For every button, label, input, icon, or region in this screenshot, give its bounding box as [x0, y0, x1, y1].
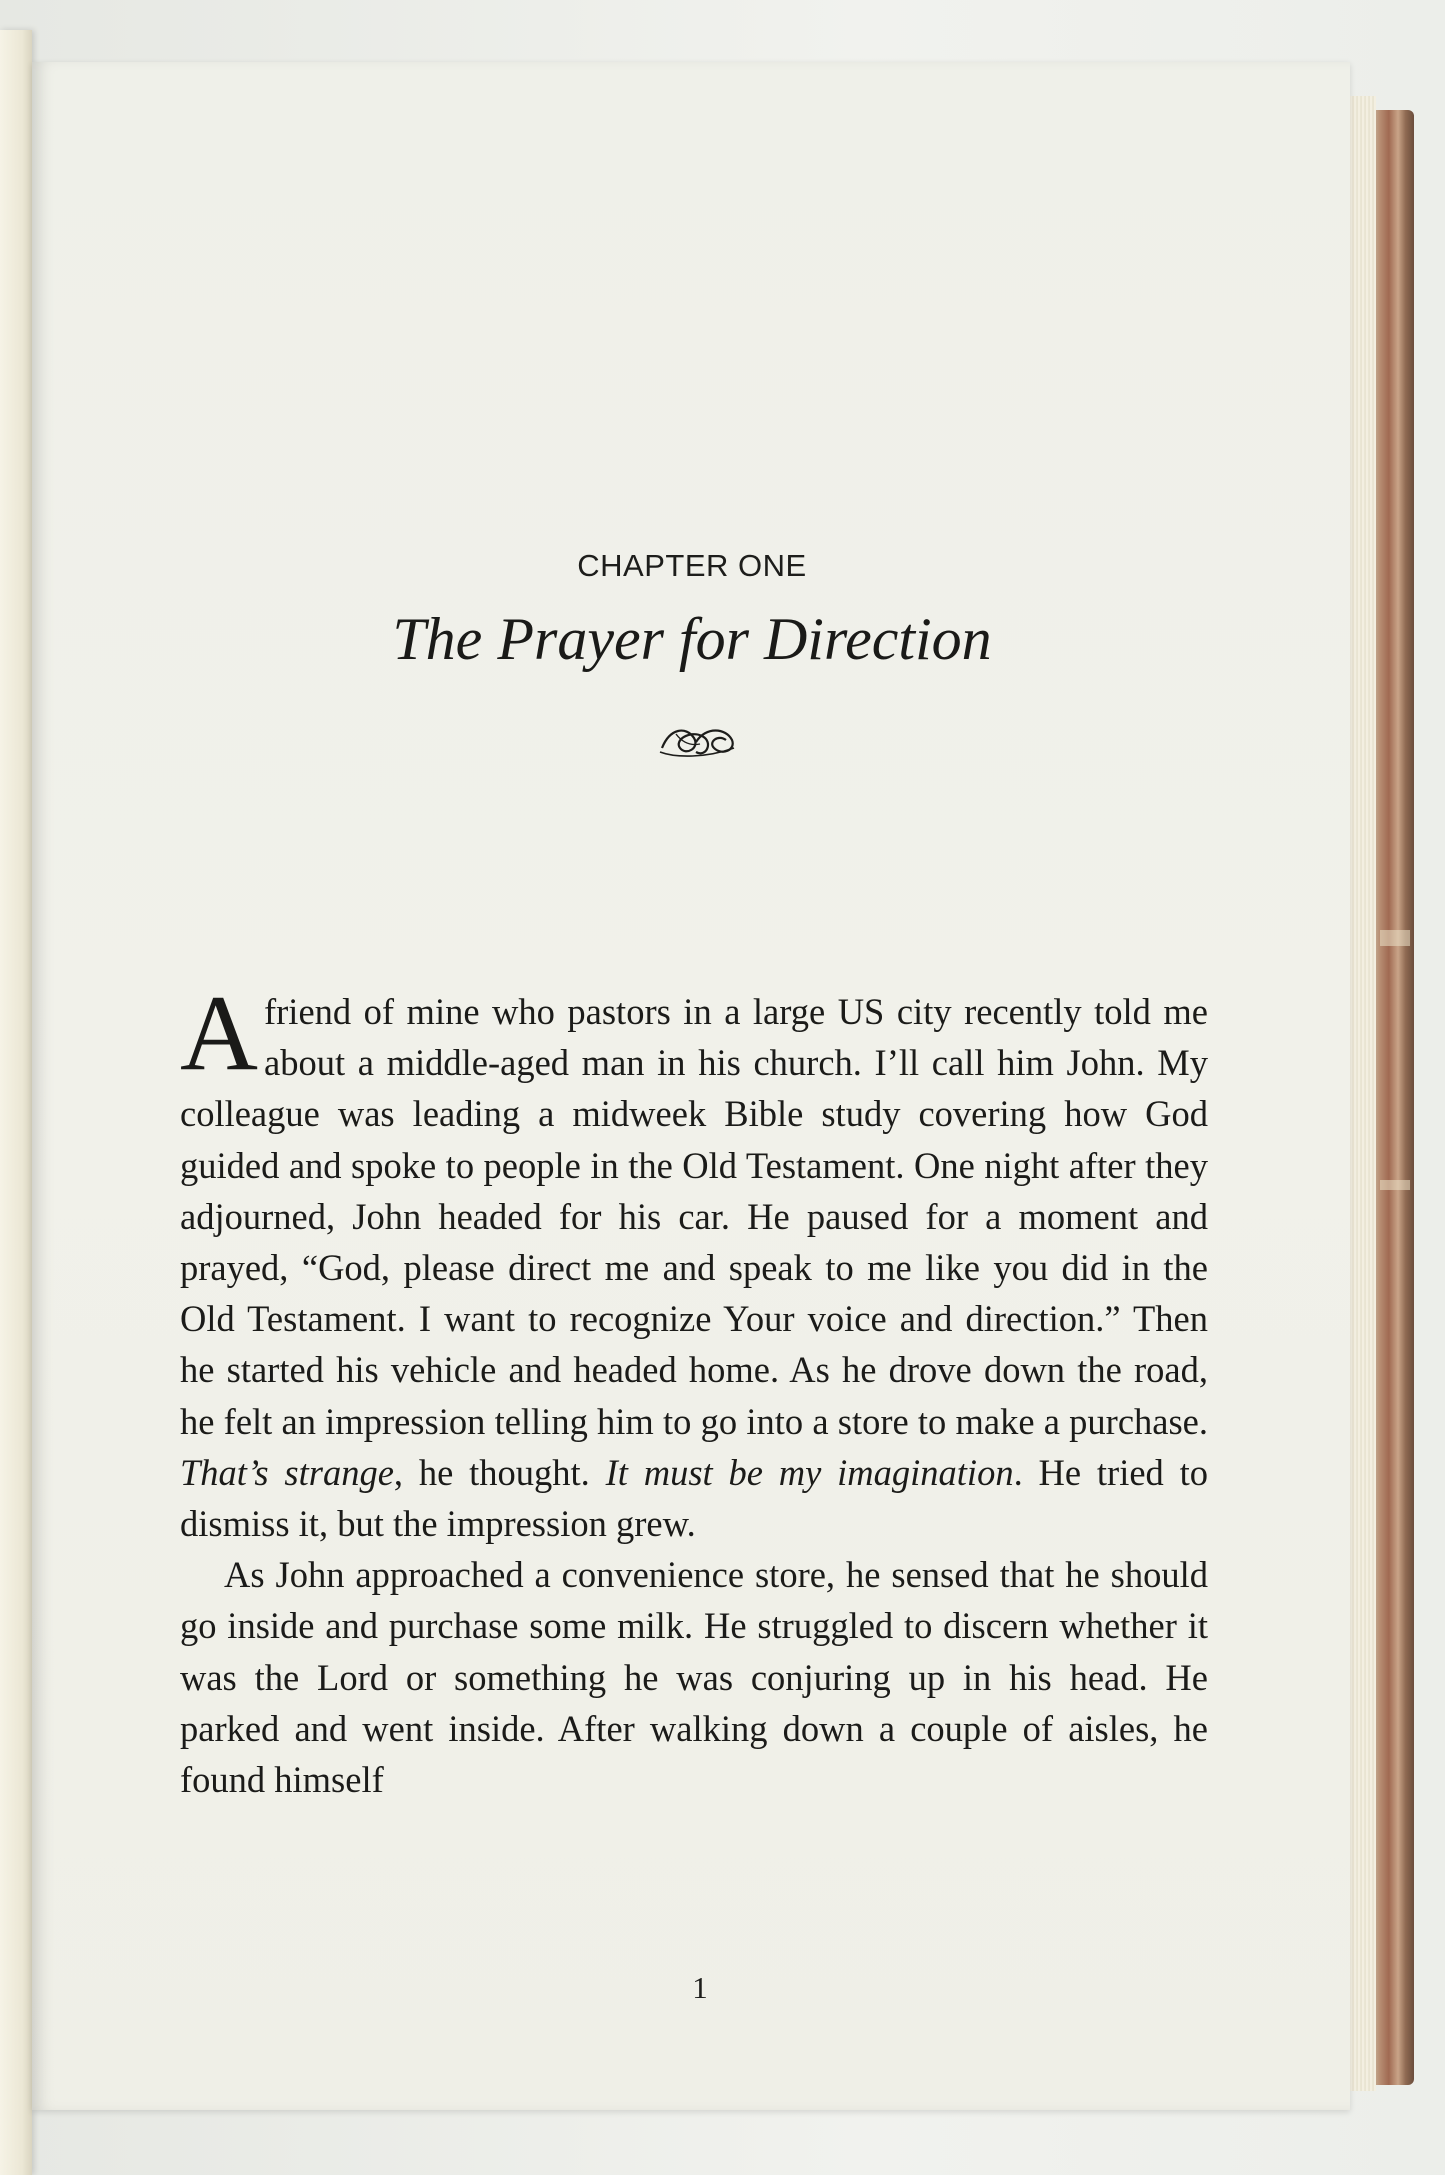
- paragraph-1-text-mid: , he thought.: [393, 1451, 606, 1493]
- italic-phrase-2: It must be my imagination: [605, 1451, 1014, 1493]
- drop-cap: A: [180, 974, 258, 1093]
- paragraph-2: As John approached a convenience store, he sensed that he should go inside and purchase some milk. He struggled to discern whether it was the Lord or something he was conjuring up in his head. He parked and went inside. After walking down a couple of aisles, he found himself: [180, 1554, 1208, 1801]
- chapter-label: CHAPTER ONE: [577, 548, 807, 583]
- paragraph-1-text-end: . He tried to dismiss it, but the impression grew.: [180, 1451, 1208, 1545]
- flourish-ornament-icon: [656, 718, 738, 762]
- chapter-title: The Prayer for Direction: [392, 606, 992, 672]
- cover-band: [1380, 1180, 1410, 1190]
- page-stack-edge: [1346, 96, 1376, 2091]
- paragraph-1: [180, 974, 1208, 1549]
- paragraph-1-text: friend of mine who pastors in a large US city recently told me about a middle-aged man in his church. I’ll call him John. My colleague was leading a midweek Bible study covering how God guided and spoke to people in the Old Testament. One night after they adjourned, John headed for his car. He paused for a moment and prayed, “God, please direct me and speak to me like you did in the Old Testament. I want to recognize Your voice and direction.” Then he started his vehicle and headed home. As he drove down the road, he felt an impression telling him to go into a store to make a purchase.: [180, 991, 1208, 1442]
- italic-phrase-1: That’s strange: [180, 1451, 394, 1493]
- body-text: [180, 974, 1208, 1805]
- page-number: 1: [692, 1970, 708, 2005]
- cover-band: [1380, 930, 1410, 946]
- book-cover-edge: [1372, 110, 1414, 2085]
- left-page-edge: [0, 30, 32, 2175]
